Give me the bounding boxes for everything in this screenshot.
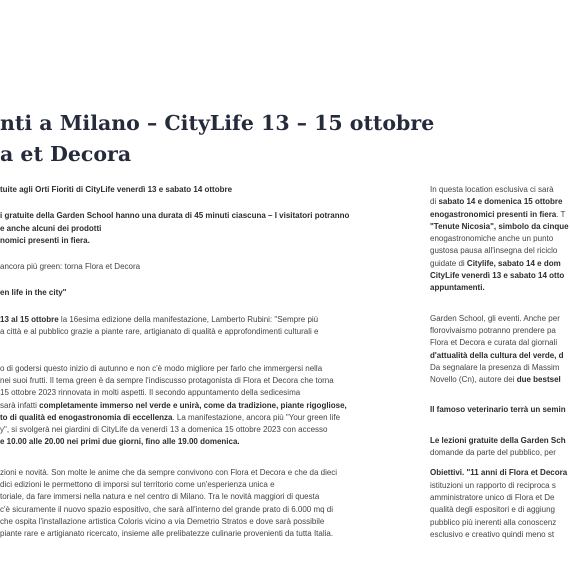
highlight-line: Le lezioni gratuite della Garden Sch (430, 435, 566, 445)
body-line: y", si svolgerà nei giardini di CityLife da venerdì 13 a domenica 15 ottobre 2023 con accesso (0, 425, 328, 435)
body-line: zioni e novità. Son molte le anime che da sempre convivono con Flora et Decora e che da dieci (0, 467, 338, 477)
body-line: esclusivo e creativo quindi meno st (430, 529, 555, 539)
body-line: dici edizioni le permettono di imporsi sul territorio come un'esperienza unica e (0, 480, 275, 490)
body-line: nei suoi frutti. Il tema green è da sempre l'indiscusso protagonista di Flora et Decora che torna (0, 375, 334, 385)
body-line: qualità degli espositori e di aggiung (430, 505, 555, 515)
article-title-line: nti a Milano – CityLife 13 – 15 ottobre (0, 111, 435, 135)
body-line: amministratore unico di Flora et De (430, 492, 555, 502)
subheading-bold: en life in the city" (0, 288, 67, 298)
body-line: Garden School, gli eventi. Anche per (430, 313, 560, 323)
body-text: . T (556, 209, 566, 219)
body-line (430, 258, 570, 270)
body-text: di (430, 197, 439, 207)
summary-line: e anche alcuni dei prodotti (0, 223, 102, 233)
summary-line: i gratuite della Garden School hanno una durata di 45 minuti ciascuna – I visitatori potranno (0, 211, 350, 221)
highlight-text: Citylife, sabato 14 e dom (466, 258, 561, 268)
body-line (430, 374, 570, 386)
body-line: a città e al pubblico grazie a piante rare, artigianato di qualità e approfondimenti culturali e (0, 327, 319, 337)
body-line: enogastronomiche anche un punto (430, 234, 554, 244)
highlight-line: CityLife venerdì 13 e sabato 14 otto (430, 271, 565, 281)
body-line (0, 338, 412, 350)
body-line (430, 196, 570, 208)
body-line: piante rare e artigianato ricercato, insieme alle prelibatezze culinarie provenienti da tutta Italia. (0, 529, 334, 539)
summary-line: nomici presenti in fiera. (0, 235, 90, 245)
body-line: gustosa pausa all'insegna del riciclo (430, 246, 558, 256)
body-line: c'è sicuramente il nuovo spazio espositivo, che sarà all'interno del grande prato di 6.000 mq di (0, 504, 334, 514)
body-line: In questa location esclusiva ci sarà (430, 185, 554, 194)
body-line: domande da parte del pubblico, per (430, 448, 556, 458)
body-line: che ospita l'installazione artistica Coloris vicino a via Demetrio Stratos e dove sarà possibile (0, 516, 325, 526)
lead-paragraph: tuite agli Orti Fioriti di CityLife venerdì 13 e sabato 14 ottobre (0, 185, 233, 194)
body-text: guidate di (430, 258, 467, 268)
body-line (0, 314, 412, 326)
highlight-line: Il famoso veterinario terrà un semin (430, 405, 566, 415)
highlight-text: due bestsel (516, 375, 561, 385)
body-line (430, 209, 570, 221)
body-line: 15 ottobre 2023 rinnovata in molti aspetti. Il secondo appuntamento della sedicesima (0, 388, 301, 398)
subheading: ancora più green: torna Flora et Decora (0, 262, 141, 272)
highlight-text: enogastronomici presenti in fiera (430, 209, 557, 219)
highlight-line: Obiettivi. "11 anni di Flora et Decora (430, 468, 568, 478)
article-left-column (0, 184, 412, 570)
body-line: toriale, da fare immersi nella natura e nel centro di Milano. Tra le novità maggiori di questa (0, 492, 320, 502)
highlight-text: completamente immerso nel verde e unirà, come da tradizione, piante rigogliose, (39, 400, 347, 410)
body-line: pubblico più inerenti alla conoscenz (430, 517, 557, 527)
opening-hours: e 10.00 alle 20.00 nei primi due giorni, fino alle 19.00 domenica. (0, 437, 240, 447)
body-text: la 16esima edizione della manifestazione, Lamberto Rubini: "Sempre più (58, 314, 319, 324)
highlight-line: "Tenute Nicosia", simbolo da cinque (430, 221, 569, 231)
date-range-text: 13 al 15 ottobre (0, 314, 59, 324)
body-line: Flora et Decora e curata dal giornali (430, 338, 558, 348)
body-line (0, 400, 412, 412)
article-right-column (430, 184, 570, 570)
article-title (0, 108, 440, 170)
highlight-text: sabato 14 e domenica 15 ottobre (438, 197, 563, 207)
body-text: . La manifestazione, ancora più "Your green life (172, 412, 341, 422)
body-text: sarà infatti (0, 400, 40, 410)
highlight-line: appuntamenti. (430, 283, 485, 293)
article-title-line: a et Decora (0, 142, 132, 166)
body-line: florovivaismo potranno prendere pa (430, 325, 556, 335)
body-line: Da segnalare la presenza di Massim (430, 362, 560, 372)
body-line (0, 412, 412, 424)
body-line: istituzioni un rapporto di reciproca s (430, 480, 556, 490)
highlight-text: to di qualità ed enogastronomia di eccellenza (0, 412, 173, 422)
body-line: o di godersi questo inizio di autunno e non c'è modo migliore per farlo che immergersi nella (0, 363, 323, 373)
highlight-line: d'attualità della cultura del verde, d (430, 350, 564, 360)
body-text: Novello (Cn), autore dei (430, 375, 517, 385)
